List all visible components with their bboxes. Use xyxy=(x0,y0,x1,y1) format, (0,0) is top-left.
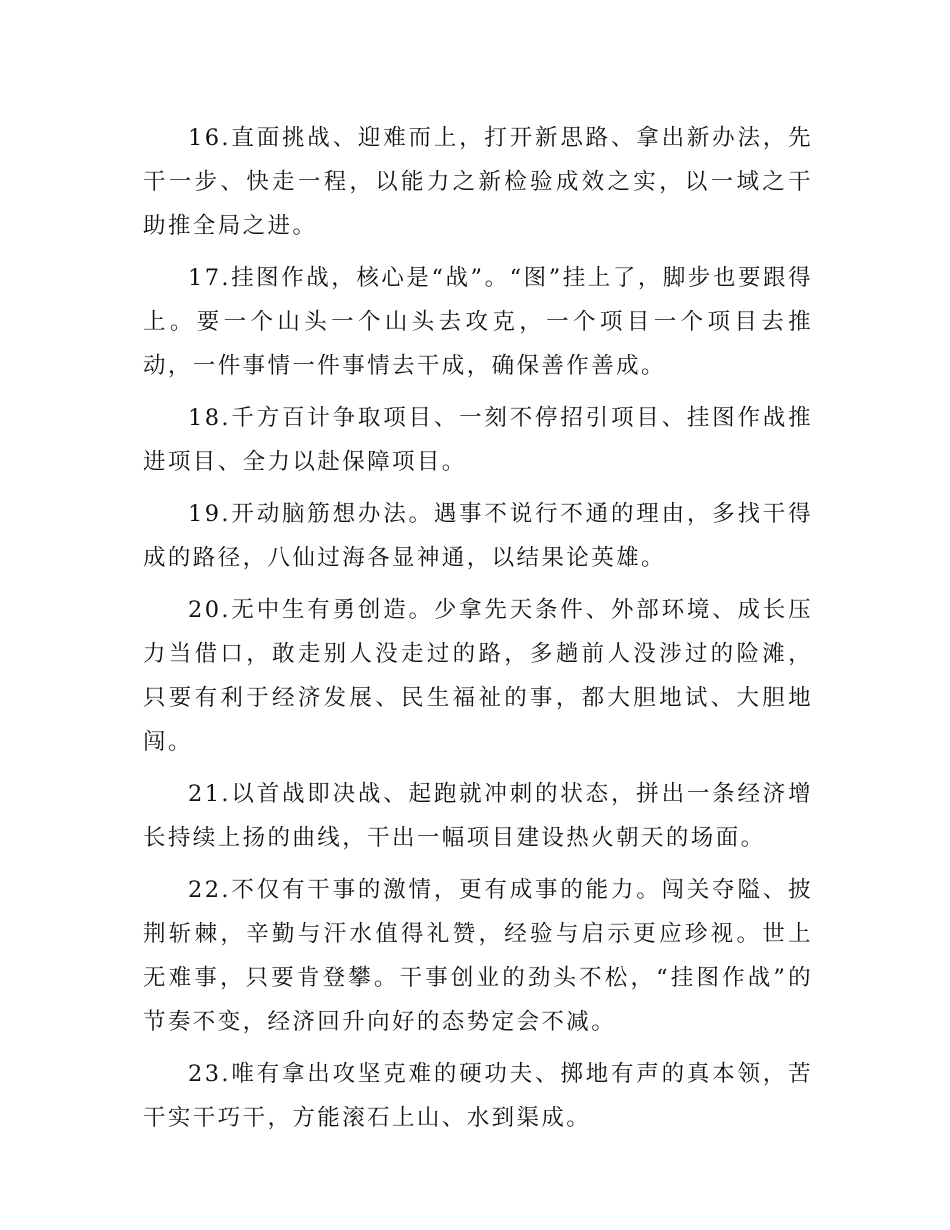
paragraph-21: 21.以首战即决战、起跑就冲刺的状态，拼出一条经济增长持续上扬的曲线，干出一幅项目建设热火朝天的场面。 xyxy=(143,781,813,851)
paragraph-19: 19.开动脑筋想办法。遇事不说行不通的理由，多找干得成的路径，八仙过海各显神通，以结果论英雄。 xyxy=(143,501,813,571)
document-body xyxy=(143,116,813,1148)
paragraph-23: 23.唯有拿出攻坚克难的硬功夫、掷地有声的真本领，苦干实干巧干，方能滚石上山、水到渠成。 xyxy=(143,1061,813,1131)
paragraph-18: 18.千方百计争取项目、一刻不停招引项目、挂图作战推进项目、全力以赴保障项目。 xyxy=(143,405,813,475)
paragraph-17: 17.挂图作战，核心是“战”。“图”挂上了，脚步也要跟得上。要一个山头一个山头去攻克，一个项目一个项目去推动，一件事情一件事情去干成，确保善作善成。 xyxy=(143,265,813,379)
paragraph-22: 22.不仅有干事的激情，更有成事的能力。闯关夺隘、披荆斩棘，辛勤与汗水值得礼赞，经验与启示更应珍视。世上无难事，只要肯登攀。干事创业的劲头不松，“挂图作战”的节奏不变，经济回升向好的态势定会不减。 xyxy=(143,877,813,1035)
paragraph-20: 20.无中生有勇创造。少拿先天条件、外部环境、成长压力当借口，敢走别人没走过的路，多趟前人没涉过的险滩，只要有利于经济发展、民生福祉的事，都大胆地试、大胆地闯。 xyxy=(143,597,813,755)
paragraph-16: 16.直面挑战、迎难而上，打开新思路、拿出新办法，先干一步、快走一程，以能力之新检验成效之实，以一域之干助推全局之进。 xyxy=(143,125,813,239)
